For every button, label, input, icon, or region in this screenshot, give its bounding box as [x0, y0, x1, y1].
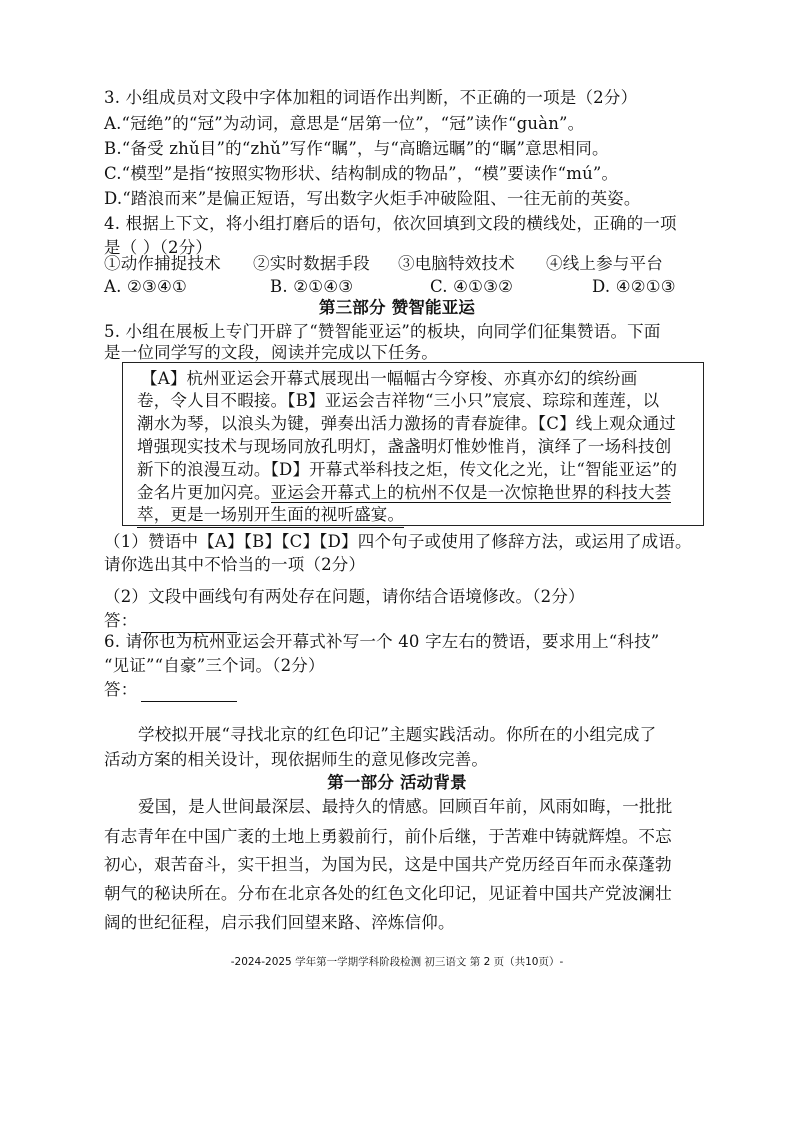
q6-line2: “见证”“自豪”三个词。（2分）	[104, 656, 325, 675]
q3-option-c: C.“模型”是指“按照实物形状、结构制成的物品”，“模”要读作“mú”。	[104, 164, 619, 183]
q4-stem-line1: 4. 根据上下文，将小组打磨后的语句，依次回填到文段的横线处，正确的一项	[104, 214, 677, 233]
q4-item-2: ②实时数据手段	[253, 254, 370, 273]
passage-line: 潮水为琴，以浪头为键，弹奏出活力激扬的青春旋律。【C】线上观众通过	[137, 414, 676, 433]
background-para-line: 阔的世纪征程，启示我们回望来路、淬炼信仰。	[104, 913, 455, 932]
q4-item-3: ③电脑特效技术	[398, 254, 515, 273]
q5-sub1-line1: （1）赞语中【A】【B】【C】【D】四个句子或使用了修辞方法，或运用了成语。	[104, 532, 692, 551]
q4-choice-d: D. ④②①③	[592, 277, 676, 296]
passage-line: 新下的浪漫互动。【D】开幕式举科技之炬，传文化之光，让“智能亚运”的	[137, 460, 678, 479]
passage-line: 增强现实技术与现场同放孔明灯，盏盏明灯惟妙惟肖，演绎了一场科技创	[137, 437, 672, 456]
background-para-line: 爱国，是人世间最深层、最持久的情感。回顾百年前，风雨如晦，一批批	[138, 797, 673, 816]
page-footer: -2024-2025 学年第一学期学科阶段检测 初三语文 第 2 页（共10页）-	[230, 956, 564, 968]
q4-item-4: ④线上参与平台	[546, 254, 663, 273]
answer-label: 答：	[104, 680, 138, 699]
q4-item-1: ①动作捕捉技术	[104, 254, 221, 273]
background-para-line: 有志青年在中国广袤的土地上勇毅前行，前仆后继，于苦难中铸就辉煌。不忘	[104, 827, 672, 846]
q6-answer-line	[104, 678, 237, 702]
q3-option-a: A.“冠绝”的“冠”为动词，意思是“居第一位”，“冠”读作“guàn”。	[104, 114, 585, 133]
underlined-sentence-part2: 萃，更是一场别开生面的视听盛宴。	[137, 503, 404, 528]
q5-sub1-line2: 请你选出其中不恰当的一项（2分）	[104, 555, 366, 574]
q4-choice-c: C. ④①③②	[430, 277, 514, 296]
passage-line-underlined	[137, 481, 671, 505]
q4-choice-b: B. ②①④③	[270, 277, 354, 296]
q5-intro-line1: 5. 小组在展板上专门开辟了“赞智能亚运”的板块，向同学们征集赞语。下面	[104, 322, 661, 341]
q5-sub2: （2）文段中画线句有两处存在问题，请你结合语境修改。（2分）	[104, 587, 585, 606]
q4-choice-a: A. ②③④①	[104, 277, 187, 296]
background-para-line: 朝气的秘诀所在。分布在北京各处的红色文化印记，见证着中国共产党波澜壮	[104, 884, 672, 903]
q4-stem-line2: 是（ ）（2分）	[104, 238, 213, 257]
passage-line: 卷，令人目不暇接。【B】亚运会吉祥物“三小只”宸宸、琮琮和莲莲，以	[137, 391, 660, 410]
passage-plain-text: 金名片更加闪亮。	[137, 483, 271, 502]
part1-heading: 第一部分 活动背景	[327, 773, 467, 792]
background-para-line: 初心，艰苦奋斗，实干担当，为国为民，这是中国共产党历经百年而永葆蓬勃	[104, 855, 672, 874]
answer-label: 答：	[104, 611, 138, 630]
underlined-sentence-part1: 亚运会开幕式上的杭州不仅是一次惊艳世界的科技大荟	[270, 483, 672, 502]
q6-line1: 6. 请你也为杭州亚运会开幕式补写一个 40 字左右的赞语，要求用上“科技”	[104, 632, 660, 651]
answer-blank[interactable]	[141, 683, 237, 702]
q5-intro-line2: 是一位同学写的文段，阅读并完成以下任务。	[104, 343, 438, 362]
q5-passage-box	[122, 362, 704, 526]
activity-intro-line1: 学校拟开展“寻找北京的红色印记”主题实践活动。你所在的小组完成了	[138, 725, 657, 744]
q3-stem: 3. 小组成员对文段中字体加粗的词语作出判断，不正确的一项是（2分）	[104, 88, 638, 107]
activity-intro-line2: 活动方案的相关设计，现依据师生的意见修改完善。	[104, 750, 489, 769]
q3-option-d: D.“踏浪而来”是偏正短语，写出数字火炬手冲破险阻、一往无前的英姿。	[104, 189, 641, 208]
part3-heading: 第三部分 赞智能亚运	[318, 298, 476, 317]
q3-option-b: B.“备受 zhǔ目”的“zhǔ”写作“瞩”，与“高瞻远瞩”的“瞩”意思相同。	[104, 139, 609, 158]
passage-line: 【A】杭州亚运会开幕式展现出一幅幅古今穿梭、亦真亦幻的缤纷画	[141, 369, 638, 388]
